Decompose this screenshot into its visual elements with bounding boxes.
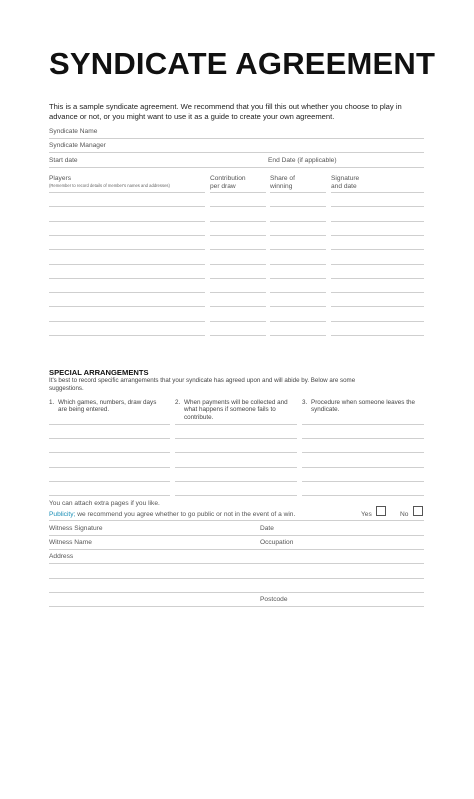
start-date-label: Start date [49, 157, 78, 164]
player-row-cell-line[interactable] [270, 192, 326, 193]
arrangement-row-line[interactable] [302, 424, 424, 425]
player-row-cell-line[interactable] [331, 249, 424, 250]
player-row-cell-line[interactable] [270, 221, 326, 222]
player-row-cell-line[interactable] [49, 335, 205, 336]
player-row-cell-line[interactable] [210, 264, 266, 265]
player-row-cell-line[interactable] [331, 206, 424, 207]
player-row-cell-line[interactable] [210, 221, 266, 222]
witness-date-label: Date [260, 525, 274, 532]
arrangement-row-line[interactable] [302, 481, 424, 482]
arrangement-row-line[interactable] [175, 481, 297, 482]
arrangement-row-line[interactable] [175, 438, 297, 439]
player-row-cell-line[interactable] [49, 321, 205, 322]
player-row-cell-line[interactable] [210, 235, 266, 236]
player-row-cell-line[interactable] [331, 221, 424, 222]
arrangement-3-num: 3. [302, 399, 308, 406]
player-row-cell-line[interactable] [49, 206, 205, 207]
player-row-cell-line[interactable] [270, 249, 326, 250]
player-row-cell-line[interactable] [49, 192, 205, 193]
player-row-cell-line[interactable] [270, 335, 326, 336]
player-row-cell-line[interactable] [210, 306, 266, 307]
player-row-cell-line[interactable] [210, 206, 266, 207]
player-row-cell-line[interactable] [331, 278, 424, 279]
player-row-cell-line[interactable] [270, 278, 326, 279]
arrangement-row-line[interactable] [49, 424, 170, 425]
player-row-cell-line[interactable] [270, 264, 326, 265]
no-checkbox[interactable] [413, 506, 423, 516]
player-row-cell-line[interactable] [49, 264, 205, 265]
player-row-cell-line[interactable] [331, 306, 424, 307]
witness-signature-label: Witness Signature [49, 525, 103, 532]
arrangement-row-line[interactable] [175, 452, 297, 453]
players-header: Players [49, 175, 71, 182]
arrangement-row-line[interactable] [302, 438, 424, 439]
page-title: SYNDICATE AGREEMENT [49, 46, 436, 81]
intro-text: This is a sample syndicate agreement. We recommend that you fill this out whether you choose to play in advance or not, or you might want to use it as a guide to create your own agreement. [49, 102, 402, 121]
player-row-cell-line[interactable] [49, 221, 205, 222]
postcode-label: Postcode [260, 596, 288, 603]
player-row-cell-line[interactable] [270, 306, 326, 307]
player-row-cell-line[interactable] [331, 321, 424, 322]
arrangement-1-num: 1. [49, 399, 55, 406]
special-arrangements-subtitle: It's best to record specific arrangements that your syndicate has agreed upon and will abide by. Below are some suggestions. [49, 377, 356, 392]
syndicate-manager-label: Syndicate Manager [49, 142, 106, 149]
yes-label: Yes [361, 511, 372, 518]
arrangement-row-line[interactable] [49, 467, 170, 468]
postcode-line[interactable] [49, 606, 424, 607]
arrangement-row-line[interactable] [302, 452, 424, 453]
players-note: (Remember to record details of member's names and addresses) [49, 183, 170, 188]
syndicate-name-line[interactable] [49, 138, 424, 139]
publicity-line [49, 511, 295, 518]
player-row-cell-line[interactable] [49, 249, 205, 250]
arrangement-row-line[interactable] [49, 481, 170, 482]
player-row-cell-line[interactable] [270, 321, 326, 322]
player-row-cell-line[interactable] [210, 292, 266, 293]
extra-pages-note: You can attach extra pages if you like. [49, 500, 160, 507]
player-row-cell-line[interactable] [49, 235, 205, 236]
player-row-cell-line[interactable] [270, 235, 326, 236]
no-label: No [400, 511, 409, 518]
syndicate-name-label: Syndicate Name [49, 128, 98, 135]
arrangement-row-line[interactable] [302, 467, 424, 468]
publicity-label: Publicity; [49, 511, 76, 518]
share-header: Share of winning [270, 175, 295, 190]
publicity-text: we recommend you agree whether to go public or not in the event of a win. [75, 511, 296, 518]
player-row-cell-line[interactable] [270, 206, 326, 207]
witness-signature-line[interactable] [49, 535, 424, 536]
arrangement-1-text: Which games, numbers, draw days are being entered. [58, 399, 157, 414]
address-line-3[interactable] [49, 592, 424, 593]
player-row-cell-line[interactable] [49, 292, 205, 293]
player-row-cell-line[interactable] [49, 306, 205, 307]
arrangement-3-text: Procedure when someone leaves the syndicate. [311, 399, 415, 414]
player-row-cell-line[interactable] [210, 321, 266, 322]
arrangement-2-num: 2. [175, 399, 181, 406]
arrangement-row-line[interactable] [49, 452, 170, 453]
arrangement-row-line[interactable] [175, 424, 297, 425]
publicity-line-rule [49, 520, 424, 521]
end-date-label: End Date (if applicable) [268, 157, 337, 164]
witness-name-line[interactable] [49, 549, 424, 550]
player-row-cell-line[interactable] [331, 335, 424, 336]
arrangement-row-line[interactable] [175, 495, 297, 496]
witness-name-label: Witness Name [49, 539, 92, 546]
contribution-header: Contribution per draw [210, 175, 246, 190]
player-row-cell-line[interactable] [210, 278, 266, 279]
player-row-cell-line[interactable] [210, 249, 266, 250]
player-row-cell-line[interactable] [49, 278, 205, 279]
player-row-cell-line[interactable] [331, 292, 424, 293]
signature-header: Signature and date [331, 175, 360, 190]
address-label: Address [49, 553, 74, 560]
address-line-2[interactable] [49, 578, 424, 579]
arrangement-2-text: When payments will be collected and what happens if someone fails to contribute. [184, 399, 288, 421]
player-row-cell-line[interactable] [331, 192, 424, 193]
address-line-1[interactable] [49, 563, 424, 564]
dates-line[interactable] [49, 167, 424, 168]
player-row-cell-line[interactable] [210, 335, 266, 336]
syndicate-manager-line[interactable] [49, 152, 424, 153]
arrangement-row-line[interactable] [49, 495, 170, 496]
occupation-label: Occupation [260, 539, 294, 546]
player-row-cell-line[interactable] [331, 235, 424, 236]
arrangement-row-line[interactable] [49, 438, 170, 439]
player-row-cell-line[interactable] [331, 264, 424, 265]
player-row-cell-line[interactable] [210, 192, 266, 193]
arrangement-row-line[interactable] [175, 467, 297, 468]
player-row-cell-line[interactable] [270, 292, 326, 293]
yes-checkbox[interactable] [376, 506, 386, 516]
arrangement-row-line[interactable] [302, 495, 424, 496]
special-arrangements-title: SPECIAL ARRANGEMENTS [49, 368, 149, 377]
